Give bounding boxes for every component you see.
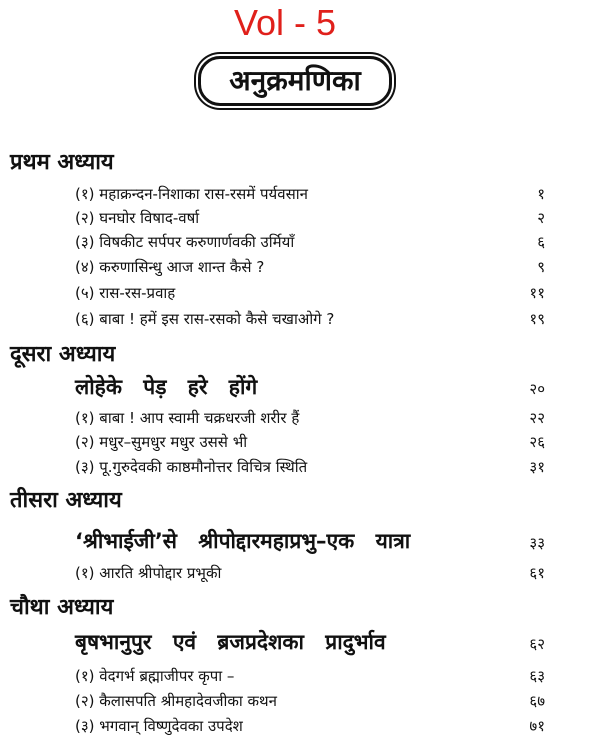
toc-subtitle[interactable] (75, 628, 545, 656)
entry-page: १ (537, 185, 545, 203)
toc-entry[interactable] (75, 184, 545, 204)
toc-entry[interactable] (75, 691, 545, 711)
chapter-heading: तीसरा अध्याय (10, 488, 122, 513)
toc-entry[interactable] (75, 257, 545, 277)
entry-page: ६२ (529, 635, 545, 653)
toc-subtitle[interactable] (75, 527, 545, 555)
entry-title: (२) मधुर–सुमधुर मधुर उससे भी (75, 433, 248, 451)
entry-page: २ (537, 209, 545, 227)
chapter-heading: प्रथम अध्याय (10, 150, 114, 175)
toc-entry[interactable] (75, 563, 545, 583)
toc-entry[interactable] (75, 408, 545, 428)
chapter-heading: चौथा अध्याय (10, 595, 114, 620)
entry-page: ९ (537, 258, 545, 276)
toc-entry[interactable] (75, 309, 545, 329)
toc-entry[interactable] (75, 716, 545, 736)
entry-page: ७१ (529, 717, 545, 735)
entry-title: (२) घनघोर विषाद-वर्षा (75, 209, 200, 227)
entry-page: ६७ (529, 692, 545, 710)
entry-title: (३) भगवान् विष्णुदेवका उपदेश (75, 717, 243, 735)
toc-entry[interactable] (75, 666, 545, 686)
entry-title: (३) पू.गुरुदेवकी काष्ठमौनोत्तर विचित्र स्थिति (75, 458, 308, 476)
entry-title: (४) करुणासिन्धु आज शान्त कैसे ? (75, 258, 265, 276)
entry-title: ‘श्रीभाईजी’से श्रीपोद्दारमहाप्रभु–एक यात्रा (75, 529, 411, 553)
chapter-heading: दूसरा अध्याय (10, 342, 116, 367)
volume-label: Vol - 5 (233, 2, 337, 43)
toc-entry[interactable] (75, 283, 545, 303)
entry-page: १९ (529, 310, 545, 328)
toc-entry[interactable] (75, 208, 545, 228)
entry-title: (६) बाबा ! हमें इस रास-रसको कैसे चखाओगे ? (75, 310, 335, 328)
entry-title: बृषभानुपुर एवं ब्रजप्रदेशका प्रादुर्भाव (75, 630, 386, 654)
entry-page: २२ (529, 409, 545, 427)
entry-page: २० (529, 380, 545, 398)
entry-title: लोहेके पेड़ हरे होंगे (75, 375, 258, 399)
entry-page: ३१ (529, 458, 545, 476)
entry-title: (१) वेदगर्भ ब्रह्माजीपर कृपा – (75, 667, 235, 685)
entry-title: (१) बाबा ! आप स्वामी चक्रधरजी शरीर हैं (75, 409, 300, 427)
page-title: अनुक्रमणिका (198, 56, 392, 106)
toc-subtitle[interactable] (75, 373, 545, 401)
toc-entry[interactable] (75, 457, 545, 477)
entry-page: २६ (529, 433, 545, 451)
entry-title: (१) आरति श्रीपोद्दार प्रभूकी (75, 564, 222, 582)
entry-page: ६३ (529, 667, 545, 685)
toc-entry[interactable] (75, 432, 545, 452)
entry-title: (३) विषकीट सर्पपर करुणार्णवकी उर्मियाँ (75, 233, 295, 251)
entry-title: (२) कैलासपति श्रीमहादेवजीका कथन (75, 692, 277, 710)
entry-page: ११ (529, 284, 545, 302)
entry-title: (५) रास-रस-प्रवाह (75, 284, 176, 302)
toc-entry[interactable] (75, 232, 545, 252)
entry-title: (१) महाक्रन्दन-निशाका रास-रसमें पर्यवसान (75, 185, 308, 203)
entry-page: ६ (537, 233, 545, 251)
entry-page: ३३ (529, 534, 545, 552)
entry-page: ६१ (529, 564, 545, 582)
